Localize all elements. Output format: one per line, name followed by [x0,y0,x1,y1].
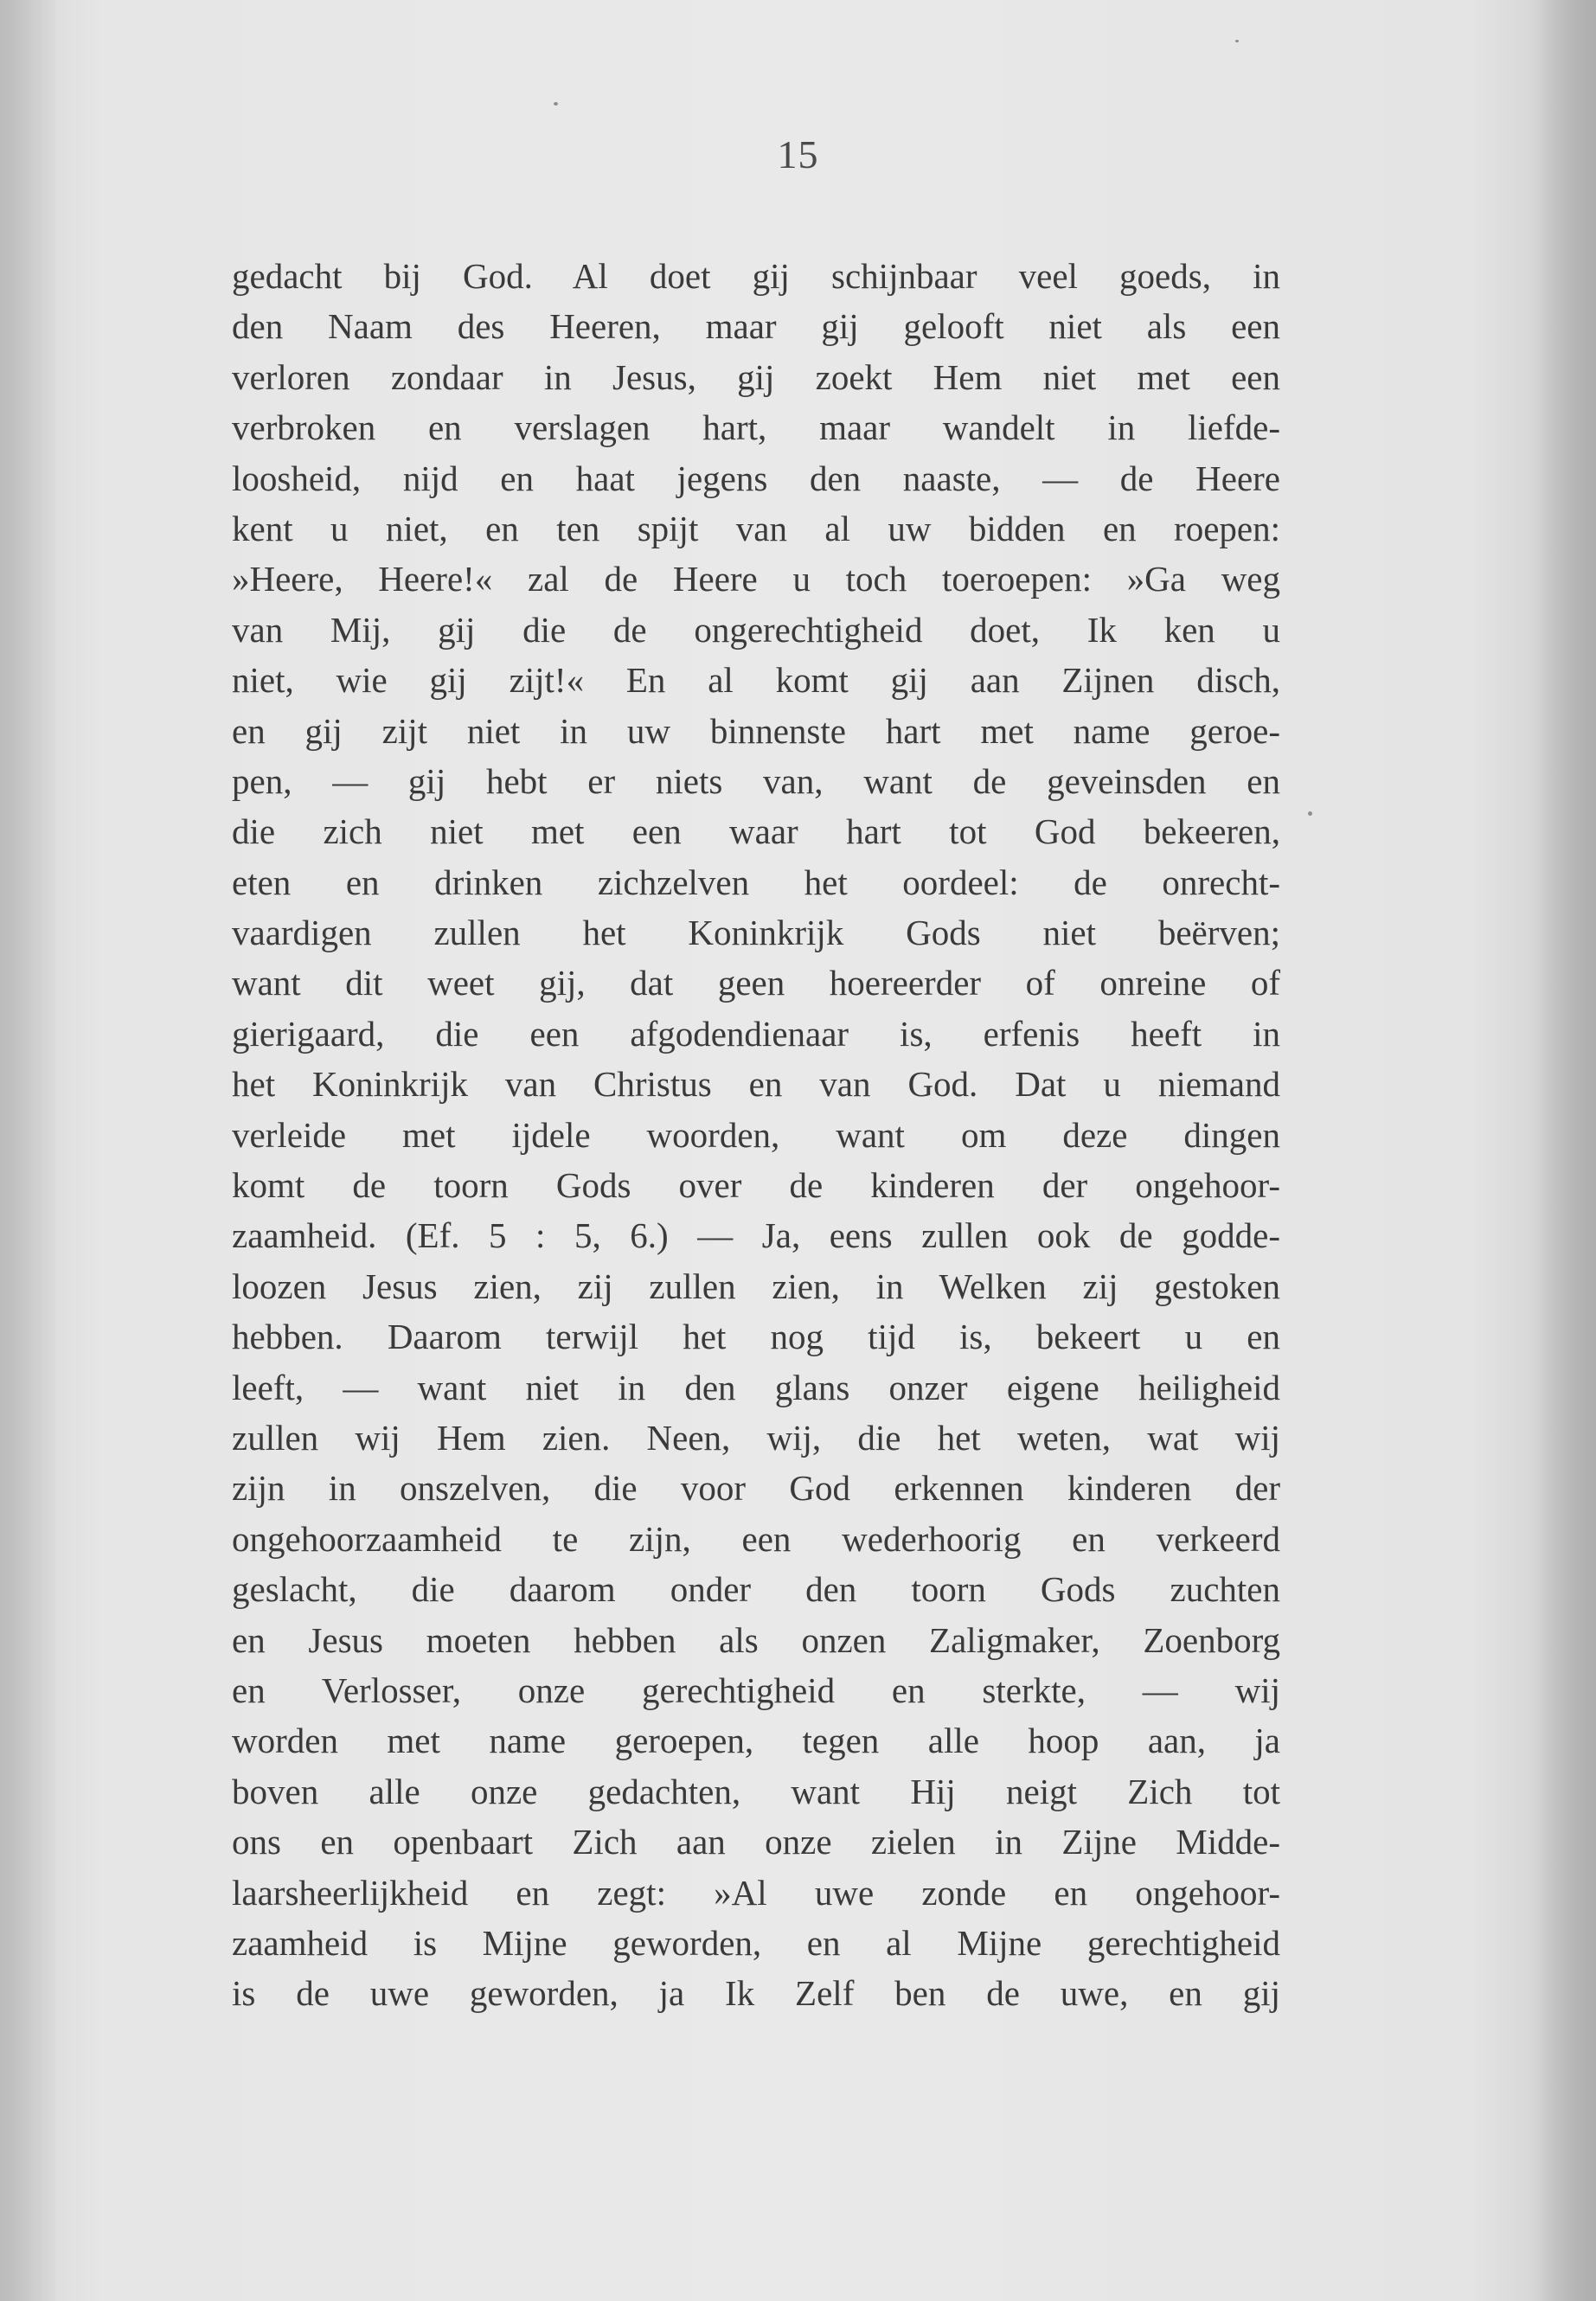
text-line: verloren zondaar in Jesus, gij zoekt Hem niet met een [232,356,1280,397]
text-line: want dit weet gij, dat geen hoereerder of onreine of [232,963,1280,1003]
scan-speck [1308,811,1312,816]
text-line: pen, — gij hebt er niets van, want de geveinsden en [232,760,1280,801]
text-line: hebben. Daarom terwijl het nog tijd is, bekeert u en [232,1317,1280,1357]
text-line: eten en drinken zichzelven het oordeel: de onrecht- [232,862,1280,902]
text-line: worden met name geroepen, tegen alle hoop aan, ja [232,1721,1280,1761]
text-line: die zich niet met een waar hart tot God bekeeren, [232,811,1280,852]
text-line: niet, wie gij zijt!« En al komt gij aan Zijnen disch, [232,660,1280,701]
text-line: ons en openbaart Zich aan onze zielen in Zijne Midde- [232,1822,1280,1862]
text-line: zaamheid. (Ef. 5 : 5, 6.) — Ja, eens zullen ook de godde- [232,1215,1280,1256]
text-line: gedacht bij God. Al doet gij schijnbaar veel goeds, in [232,256,1280,296]
text-line: leeft, — want niet in den glans onzer eigene heiligheid [232,1367,1280,1407]
text-line: van Mij, gij die de ongerechtigheid doet, Ik ken u [232,609,1280,650]
text-line: en Verlosser, onze gerechtigheid en sterkte, — wij [232,1670,1280,1710]
text-line: laarsheerlijkheid en zegt: »Al uwe zonde en ongehoor- [232,1872,1280,1913]
text-line: loosheid, nijd en haat jegens den naaste, — de Heere [232,458,1280,498]
body-text [232,251,1280,2019]
text-line: en Jesus moeten hebben als onzen Zaligmaker, Zoenborg [232,1619,1280,1660]
text-line: zaamheid is Mijne geworden, en al Mijne gerechtigheid [232,1922,1280,1963]
text-line: en gij zijt niet in uw binnenste hart met name geroe- [232,710,1280,751]
text-line: vaardigen zullen het Koninkrijk Gods niet beërven; [232,913,1280,953]
text-line: het Koninkrijk van Christus en van God. Dat u niemand [232,1064,1280,1105]
text-line: »Heere, Heere!« zal de Heere u toch toeroepen: »Ga weg [232,559,1280,599]
text-line: komt de toorn Gods over de kinderen der ongehoor- [232,1165,1280,1206]
text-line: zullen wij Hem zien. Neen, wij, die het weten, wat wij [232,1417,1280,1458]
page-edge-shadow-left [0,0,61,2301]
scan-speck [1235,40,1239,42]
text-line: gierigaard, die een afgodendienaar is, erfenis heeft in [232,1013,1280,1054]
text-line: ongehoorzaamheid te zijn, een wederhoorig en verkeerd [232,1518,1280,1559]
text-line: den Naam des Heeren, maar gij gelooft niet als een [232,306,1280,347]
scan-speck [554,102,558,106]
text-line: verleide met ijdele woorden, want om deze dingen [232,1114,1280,1155]
text-line: verbroken en verslagen hart, maar wandelt in liefde- [232,407,1280,448]
page-number: 15 [777,132,819,176]
text-line: boven alle onze gedachten, want Hij neigt Zich tot [232,1771,1280,1811]
text-line: geslacht, die daarom onder den toorn Gods zuchten [232,1569,1280,1610]
text-line: is de uwe geworden, ja Ik Zelf ben de uwe, en gij [232,1973,1280,2014]
page-edge-shadow-right [1531,0,1596,2301]
text-line: kent u niet, en ten spijt van al uw bidden en roepen: [232,508,1280,548]
text-line: loozen Jesus zien, zij zullen zien, in Welken zij gestoken [232,1266,1280,1306]
text-line: zijn in onszelven, die voor God erkennen kinderen der [232,1468,1280,1509]
